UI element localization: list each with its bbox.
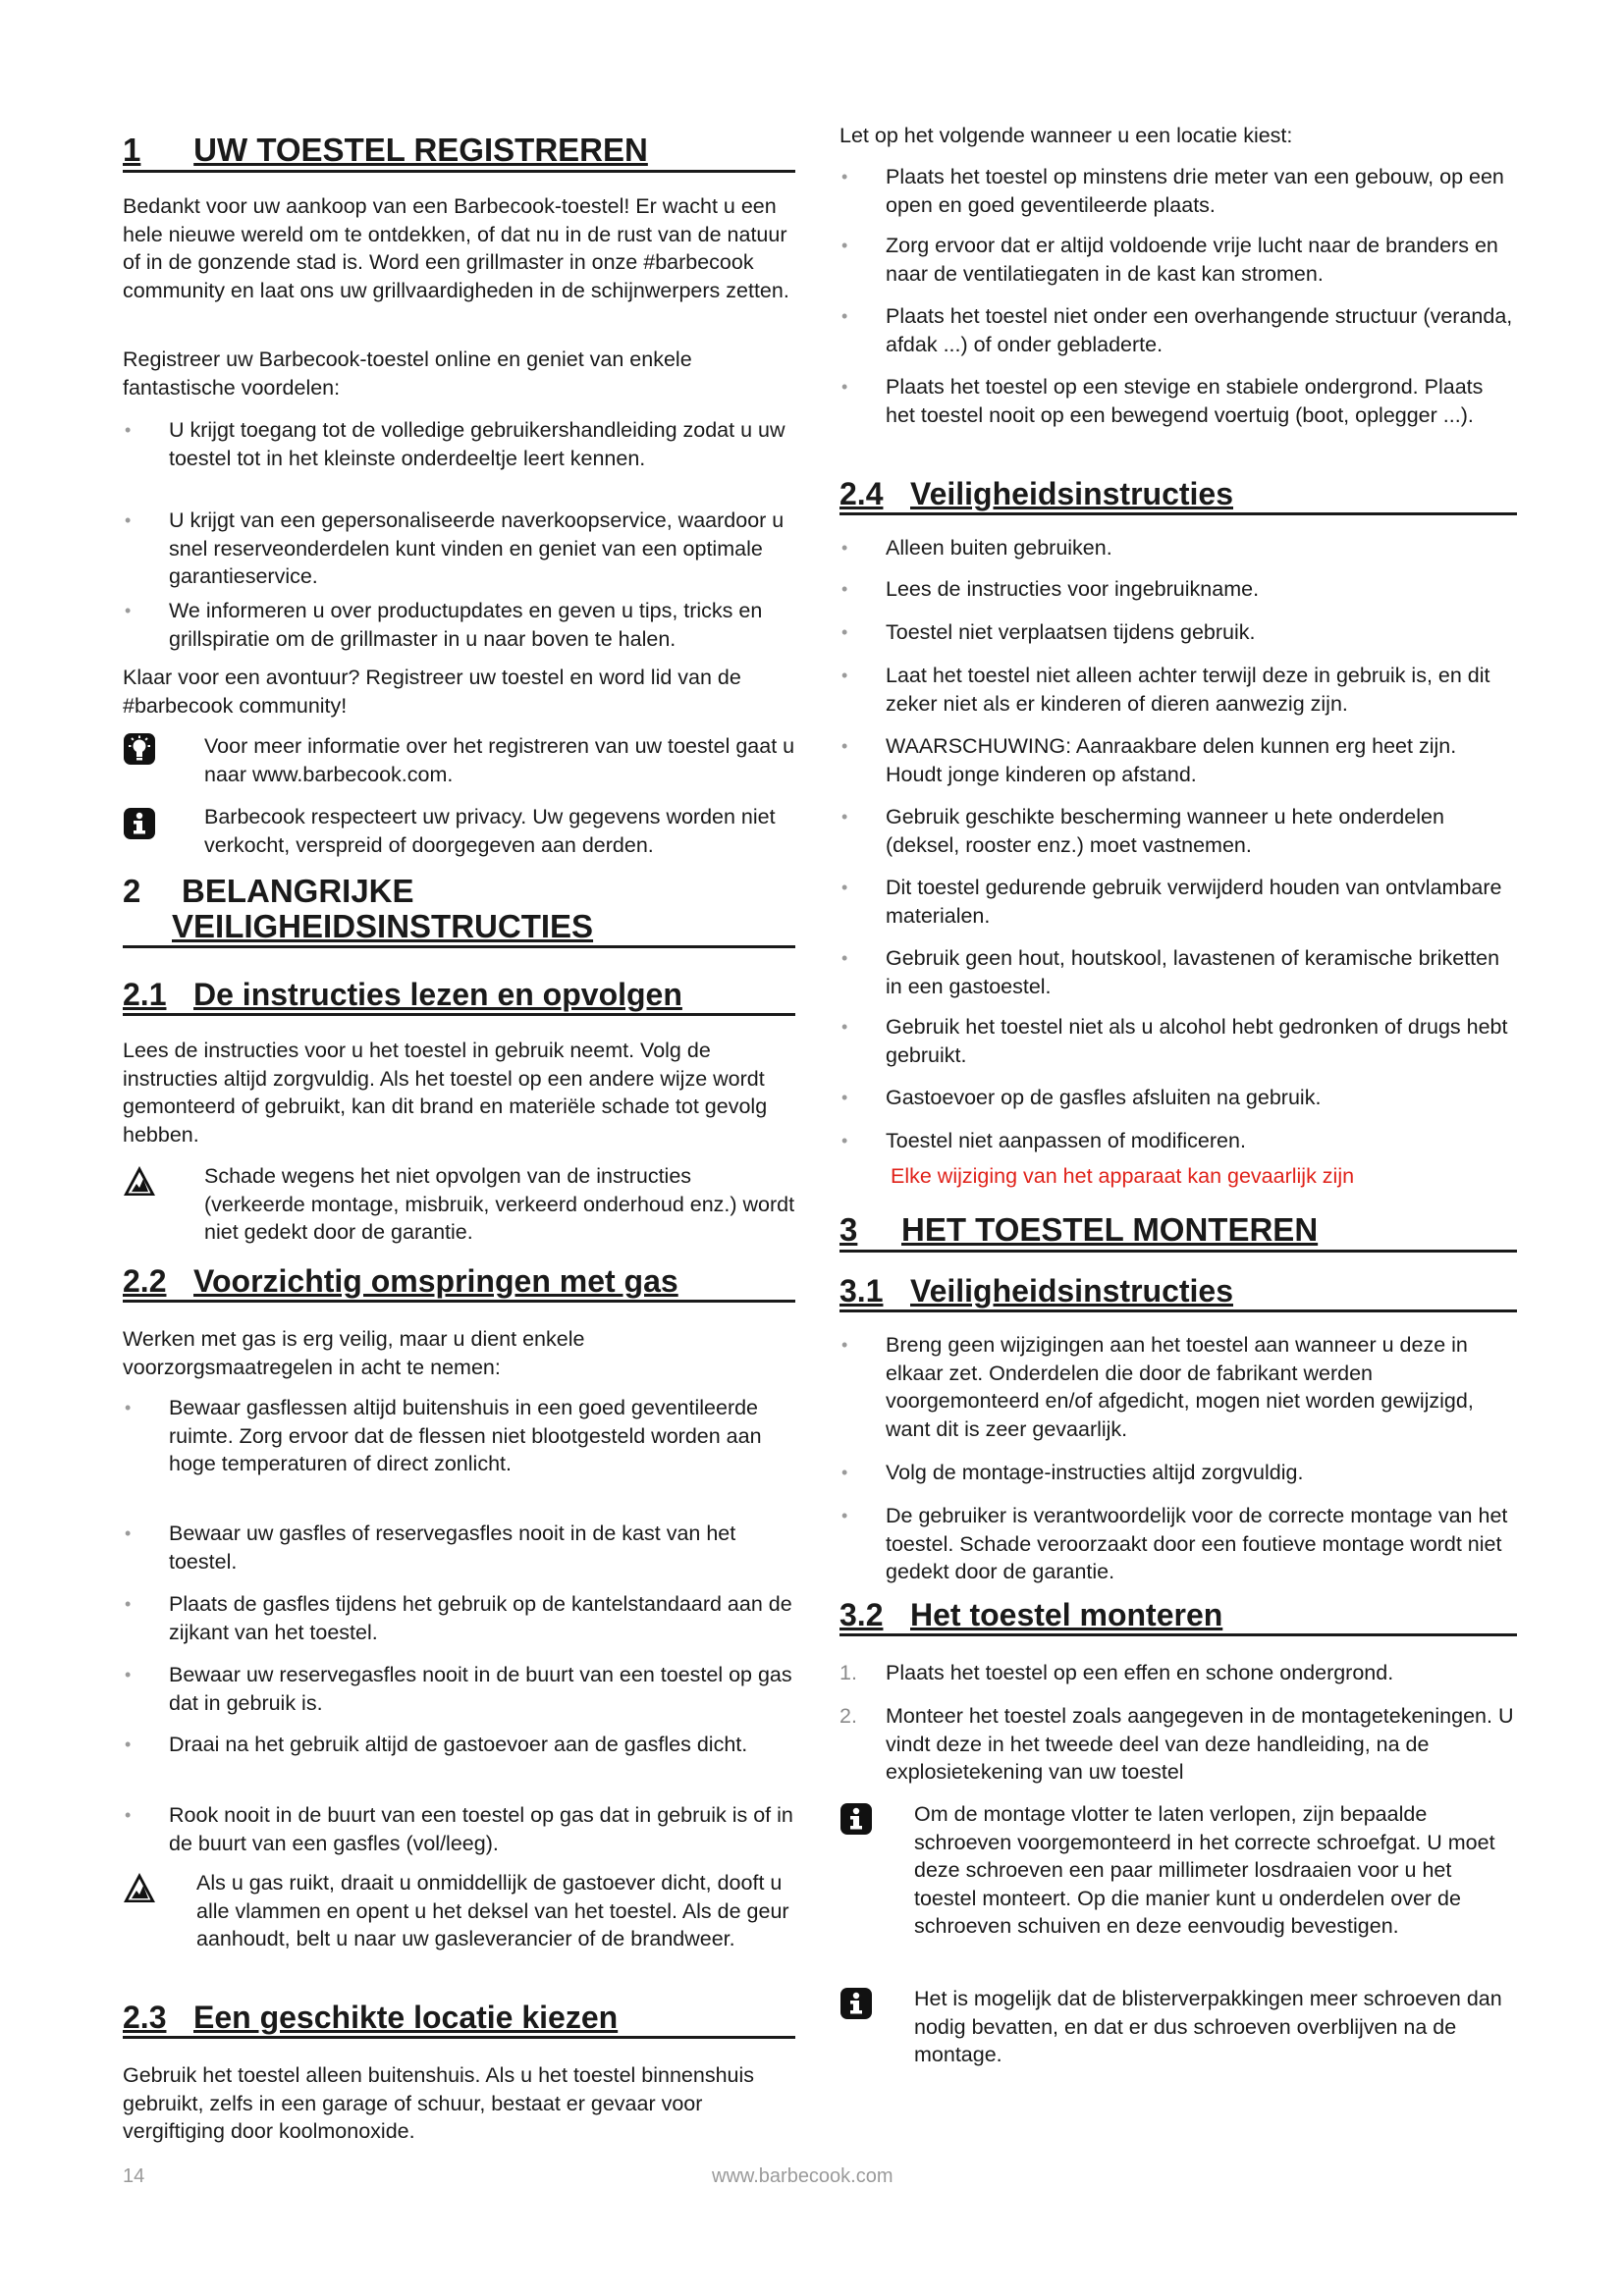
info-note: Het is mogelijk dat de blisterverpakkingen meer schroeven dan nodig bevatten, en dat er dus schroeven overblijven na de montage. (839, 1985, 1517, 2069)
list-item: • Toestel niet aanpassen of modificeren. (839, 1127, 1517, 1155)
list-item: • Draai na het gebruik altijd de gastoevoer aan de gasfles dicht. (123, 1731, 795, 1759)
list-item: • Bewaar uw gasfles of reservegasfles nooit in de kast van het toestel. (125, 1522, 736, 1574)
bullet-icon: • (841, 1506, 848, 1525)
list-item: • Bewaar gasflessen altijd buitenshuis in een goed geventileerde ruimte. Zorg ervoor dat de flessen niet blootgesteld worden aan hoge temperaturen of direct zonlicht. (125, 1396, 762, 1475)
info-note: Om de montage vlotter te laten verlopen, zijn bepaalde schroeven voorgemonteerd in het correcte schroefgat. U moet deze schroeven een paar millimeter losdraaien voor u het toestel monteert. Op die manier kunt u onderdelen over de schroeven schuiven en deze eenvoudig bevestigen. (839, 1800, 1517, 1941)
bullet-icon: • (125, 1735, 132, 1754)
bullet-icon: • (841, 807, 848, 827)
info-icon (839, 1987, 873, 2020)
bullet-icon: • (841, 236, 848, 255)
paragraph: Gebruik het toestel alleen buitenshuis. Als u het toestel binnenshuis gebruikt, zelfs in een garage of schuur, bestaat er gevaar voor vergiftiging door koolmonoxide. (123, 2063, 755, 2143)
section-3-2-heading: 3.2 Het toestel monteren (839, 1596, 1517, 1636)
list-item: • U krijgt van een gepersonaliseerde naverkoopservice, waardoor u snel reserveonderdelen kunt vinden en geniet van een optimale garantieservice. (125, 508, 785, 588)
footer-url[interactable]: www.barbecook.com (712, 2165, 893, 2187)
bullet-icon: • (125, 1805, 132, 1825)
bullet-icon: • (841, 878, 848, 897)
warning-icon (123, 1871, 156, 1904)
bullet-icon: • (841, 377, 848, 397)
page-number: 14 (123, 2165, 145, 2187)
bullet-icon: • (841, 736, 848, 756)
bullet-icon: • (125, 1665, 132, 1684)
section-2-heading (123, 874, 795, 948)
list-item: • Dit toestel gedurende gebruik verwijderd houden van ontvlambare materialen. (841, 876, 1502, 928)
list-item: • Plaats het toestel niet onder een overhangende structuur (veranda, afdak ...) of onder gebladerte. (841, 304, 1513, 356)
paragraph: Werken met gas is erg veilig, maar u dient enkele voorzorgsmaatregelen in acht te nemen: (123, 1327, 585, 1379)
list-item: • U krijgt toegang tot de volledige gebruikershandleiding zodat u uw toestel tot in het kleinste onderdeeltje leert kennen. (125, 418, 785, 470)
bullet-icon: • (841, 622, 848, 642)
bullet-icon: • (841, 1131, 848, 1150)
bullet-icon: • (125, 601, 132, 620)
section-title: Veiligheidsinstructies (910, 476, 1233, 511)
list-item: • Plaats het toestel op minstens drie meter van een gebouw, op een open en goed geventileerde plaats. (841, 165, 1504, 217)
list-item: • Gebruik geen hout, houtskool, lavastenen of keramische briketten in een gastoestel. (841, 946, 1500, 998)
warning-icon (123, 1164, 156, 1198)
bullet-icon: • (125, 1398, 132, 1417)
section-title: Een geschikte locatie kiezen (193, 2000, 619, 2035)
section-2-2-heading: 2.2 Voorzichtig omspringen met gas (123, 1262, 795, 1303)
section-title: Voorzichtig omspringen met gas (193, 1263, 678, 1299)
bullet-icon: • (841, 1088, 848, 1107)
warning-note: Als u gas ruikt, draait u onmiddellijk de gastoever dicht, dooft u alle vlammen en opent u het deksel van het toestel. Als de geur aanhoudt, belt u naar uw gasleverancier of de brandweer. (123, 1869, 795, 1953)
step-number: 2. (839, 1704, 857, 1728)
step-item: 2. Monteer het toestel zoals aangegeven in de montagetekeningen. U vindt deze in het tweede deel van deze handleiding, na de explosietekening van uw toestel (839, 1704, 1514, 1784)
bullet-icon: • (841, 538, 848, 558)
list-item: • Bewaar uw reservegasfles nooit in de buurt van een toestel op gas dat in gebruik is. (125, 1663, 792, 1715)
bullet-icon: • (841, 948, 848, 968)
list-item: • Plaats het toestel op een stevige en stabiele ondergrond. Plaats het toestel nooit op een bewegend voertuig (boot, oplegger ...). (841, 375, 1484, 427)
bullet-icon: • (841, 579, 848, 599)
section-1-heading (123, 132, 795, 173)
paragraph: Klaar voor een avontuur? Registreer uw toestel en word lid van de #barbecook community! (123, 666, 741, 718)
step-number: 1. (839, 1661, 857, 1684)
list-item: • Gebruik het toestel niet als u alcohol hebt gedronken of drugs hebt gebruikt. (841, 1015, 1508, 1067)
section-2-1-heading: 2.1 De instructies lezen en opvolgen (123, 976, 795, 1016)
bullet-icon: • (125, 420, 132, 440)
list-item: • Toestel niet verplaatsen tijdens gebruik. (839, 618, 1517, 647)
list-item: • De gebruiker is verantwoordelijk voor de correcte montage van het toestel. Schade veroorzaakt door een foutieve montage wordt niet gedekt door de garantie. (841, 1504, 1508, 1583)
bullet-icon: • (125, 1594, 132, 1614)
bullet-icon: • (841, 1017, 848, 1037)
paragraph: Let op het volgende wanneer u een locatie kiest: (839, 124, 1293, 147)
section-title: Het toestel monteren (910, 1597, 1223, 1632)
section-number: 2 (123, 873, 141, 909)
paragraph: Registreer uw Barbecook-toestel online en geniet van enkele fantastische voordelen: (123, 347, 692, 400)
section-title-line1: BELANGRIJKE (182, 873, 414, 909)
list-item: • Laat het toestel niet alleen achter terwijl deze in gebruik is, en dit zeker niet als er kinderen of dieren aanwezig zijn. (841, 664, 1490, 716)
section-3-heading (839, 1211, 1517, 1253)
list-item: • Plaats de gasfles tijdens het gebruik op de kantelstandaard aan de zijkant van het toestel. (125, 1592, 792, 1644)
section-title: HET TOESTEL MONTEREN (901, 1211, 1319, 1248)
red-warning-text: Elke wijziging van het apparaat kan gevaarlijk zijn (891, 1164, 1355, 1188)
list-item: • Zorg ervoor dat er altijd voldoende vrije lucht naar de branders en naar de ventilatiegaten in de kast kan stromen. (841, 234, 1498, 286)
lightbulb-icon (123, 732, 156, 766)
list-item: • Alleen buiten gebruiken. (839, 534, 1517, 562)
bullet-icon: • (841, 167, 848, 187)
bullet-icon: • (841, 666, 848, 685)
paragraph: Lees de instructies voor u het toestel in gebruik neemt. Volg de instructies altijd zorgvuldig. Als het toestel op een andere wijze wordt gemonteerd of gebruikt, kan dit brand en materiële schade tot gevolg hebben. (123, 1039, 768, 1147)
info-note: Voor meer informatie over het registreren van uw toestel gaat u naar www.barbecook.com. (123, 732, 795, 788)
bullet-icon: • (841, 1335, 848, 1355)
bullet-icon: • (841, 1463, 848, 1482)
section-number: 1 (123, 132, 141, 168)
list-item: • Volg de montage-instructies altijd zorgvuldig. (839, 1459, 1517, 1487)
warning-note: Schade wegens het niet opvolgen van de instructies (verkeerde montage, misbruik, verkeerd onderhoud enz.) wordt niet gedekt door de garantie. (123, 1162, 795, 1247)
section-title: De instructies lezen en opvolgen (193, 977, 682, 1012)
section-3-1-heading: 3.1 Veiligheidsinstructies (839, 1272, 1517, 1312)
section-title: Veiligheidsinstructies (910, 1273, 1233, 1308)
section-title-line2: VEILIGHEIDSINSTRUCTIES (172, 908, 594, 944)
list-item: • WAARSCHUWING: Aanraakbare delen kunnen erg heet zijn. Houdt jonge kinderen op afstand. (841, 734, 1457, 786)
section-2-3-heading: 2.3 Een geschikte locatie kiezen (123, 1999, 795, 2039)
list-item: • Rook nooit in de buurt van een toestel op gas dat in gebruik is of in de buurt van een gasfles (vol/leeg). (125, 1803, 793, 1855)
section-2-4-heading: 2.4 Veiligheidsinstructies (839, 475, 1517, 515)
list-item: • Gastoevoer op de gasfles afsluiten na gebruik. (839, 1084, 1517, 1112)
info-icon (839, 1802, 873, 1836)
section-number: 3 (839, 1211, 858, 1248)
list-item: • Breng geen wijzigingen aan het toestel aan wanneer u deze in elkaar zet. Onderdelen die door de fabrikant werden voorgemonteerd en/of afgedicht, mogen niet worden gewijzigd, want dit is zeer gevaarlijk. (841, 1333, 1474, 1441)
section-title: UW TOESTEL REGISTREREN (193, 132, 648, 168)
list-item: • Lees de instructies voor ingebruikname. (839, 575, 1517, 604)
bullet-icon: • (841, 306, 848, 326)
step-item: 1. Plaats het toestel op een effen en schone ondergrond. (839, 1659, 1517, 1687)
bullet-icon: • (125, 510, 132, 530)
paragraph: Bedankt voor uw aankoop van een Barbecook-toestel! Er wacht u een hele nieuwe wereld om te ontdekken, of dat nu in de rust van de natuur of in de gonzende stad is. Word een grillmaster in onze #barbecook community en laat ons uw grillvaardigheden in de schijnwerpers zetten. (123, 194, 789, 302)
bullet-icon: • (125, 1523, 132, 1543)
info-icon (123, 807, 156, 840)
list-item: • We informeren u over productupdates en geven u tips, tricks en grillspiratie om de grillmaster in u naar boven te halen. (125, 599, 763, 651)
info-note: Barbecook respecteert uw privacy. Uw gegevens worden niet verkocht, verspreid of doorgegeven aan derden. (123, 803, 795, 859)
list-item: • Gebruik geschikte bescherming wanneer u hete onderdelen (deksel, rooster enz.) moet vastnemen. (841, 805, 1444, 857)
